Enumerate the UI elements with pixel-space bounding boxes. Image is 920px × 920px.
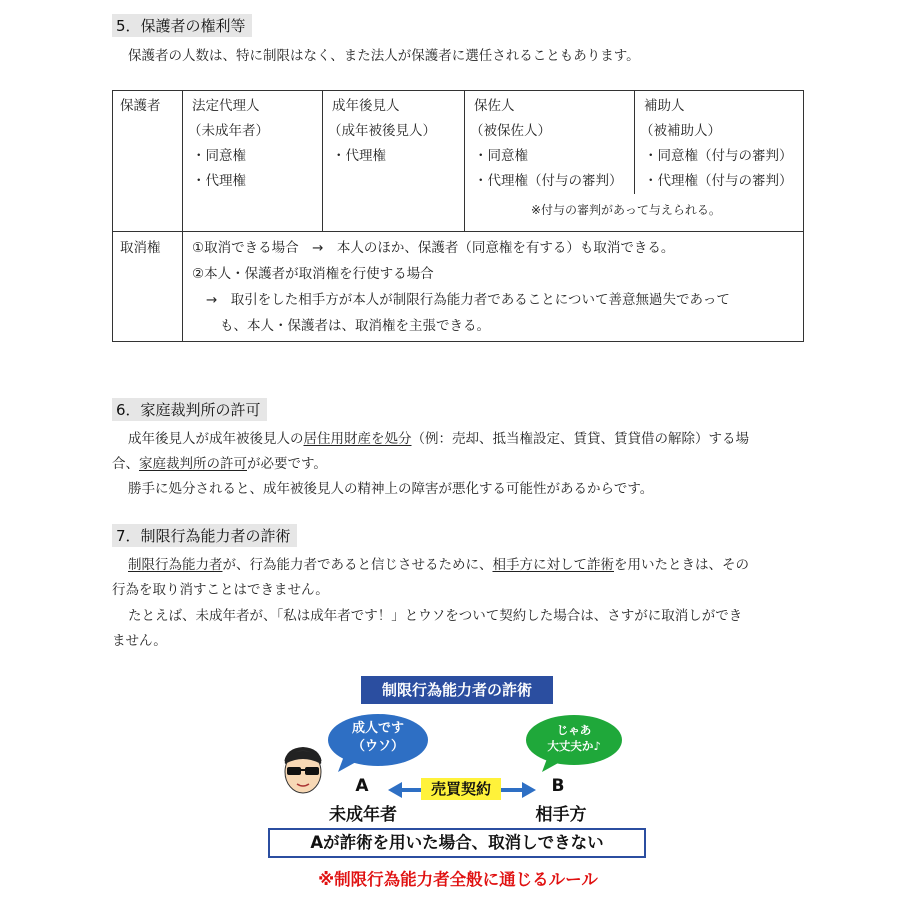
section6-underlined: 居住用財産を処分 [303,431,412,447]
section6-title: 6．家庭裁判所の許可 [112,398,267,421]
section7-para2: 行為を取り消すことはできません。 [112,582,329,598]
col2-line: ・代理権 [332,148,386,164]
speech-bubble-a-text [330,720,426,756]
section7-para3: たとえば、未成年者が、「私は成年者です！」とウソをついて契約した場合は、さすがに取消しができ [128,608,743,624]
speech-bubble-b-text [526,722,622,754]
table-divider [464,91,465,231]
party-a: 未成年者 [329,805,397,825]
col1-line: ・同意権 [192,148,246,164]
section7-underlined: 相手方に対して詐術 [492,557,614,573]
section6-text: 合、 [112,456,139,472]
row2-line: も、本人・保護者は、取消権を主張できる。 [220,318,490,334]
table-note: ※付与の審判があって与えられる。 [531,203,721,217]
section7-text: が、行為能力者であると信じさせるために、 [222,557,493,573]
bubble-a-line: （ウソ） [351,739,404,754]
table-divider [182,231,183,342]
section6-para3: 勝手に処分されると、成年被後見人の精神上の障害が悪化する可能性があるからです。 [128,481,654,497]
section7-para4: ません。 [112,633,167,649]
section7-text: を用いたときは、その [614,557,749,573]
row1-header: 保護者 [120,98,161,114]
section6-para2 [112,452,327,472]
col4-line: （被補助人） [640,123,721,139]
section7-title: 7．制限行為能力者の詐術 [112,524,297,547]
party-b: 相手方 [535,805,587,825]
section6-para1 [128,427,749,447]
table-row-divider [113,231,803,232]
bubble-a-line: 成人です [351,721,404,736]
col3-line: 保佐人 [474,98,515,114]
col2-line: 成年後見人 [332,98,400,114]
row2-line: → 取引をした相手方が本人が制限行為能力者であることについて善意無過失であって [206,292,730,308]
bubble-b-line: じゃあ [556,723,592,737]
section6-underlined: 家庭裁判所の許可 [139,456,247,472]
section7-underlined: 制限行為能力者 [128,557,223,573]
contract-label: 売買契約 [421,778,501,800]
row2-line: ②本人・保護者が取消権を行使する場合 [192,266,434,282]
col1-line: ・代理権 [192,173,246,189]
col4-line: ・同意権（付与の審判） [644,148,793,164]
rule-box: Aが詐術を用いた場合、取消しできない [268,828,646,858]
section7-para1 [128,553,749,573]
section5-title: 5．保護者の権利等 [112,14,252,37]
col4-line: ・代理権（付与の審判） [644,173,793,189]
col3-line: （被保佐人） [470,123,551,139]
guardian-rights-table [112,90,804,342]
col1-line: （未成年者） [188,123,269,139]
section6-text: が必要です。 [247,456,327,472]
row2-line: ①取消できる場合 → 本人のほか、保護者（同意権を有する）も取消できる。 [192,240,675,256]
col3-line: ・同意権 [474,148,528,164]
section6-text: （例：売却、抵当権設定、賃貸、賃貸借の解除）する場 [411,431,749,447]
table-divider [182,91,183,231]
diagram-title: 制限行為能力者の詐術 [361,676,553,704]
col4-line: 補助人 [644,98,685,114]
col1-line: 法定代理人 [192,98,260,114]
label-b: B [551,776,565,796]
table-divider [634,91,635,194]
col2-line: （成年被後見人） [328,123,436,139]
label-a: A [355,776,369,796]
sunglasses-person-icon [278,744,328,800]
row2-header: 取消権 [120,240,161,256]
bubble-b-line: 大丈夫か♪ [547,739,601,753]
section5-text: 保護者の人数は、特に制限はなく、また法人が保護者に選任されることもあります。 [128,48,640,64]
col3-line: ・代理権（付与の審判） [474,173,623,189]
section6-text: 成年後見人が成年被後見人の [128,431,304,447]
rule-note: ※制限行為能力者全般に通じるルール [318,870,598,889]
table-divider [322,91,323,231]
